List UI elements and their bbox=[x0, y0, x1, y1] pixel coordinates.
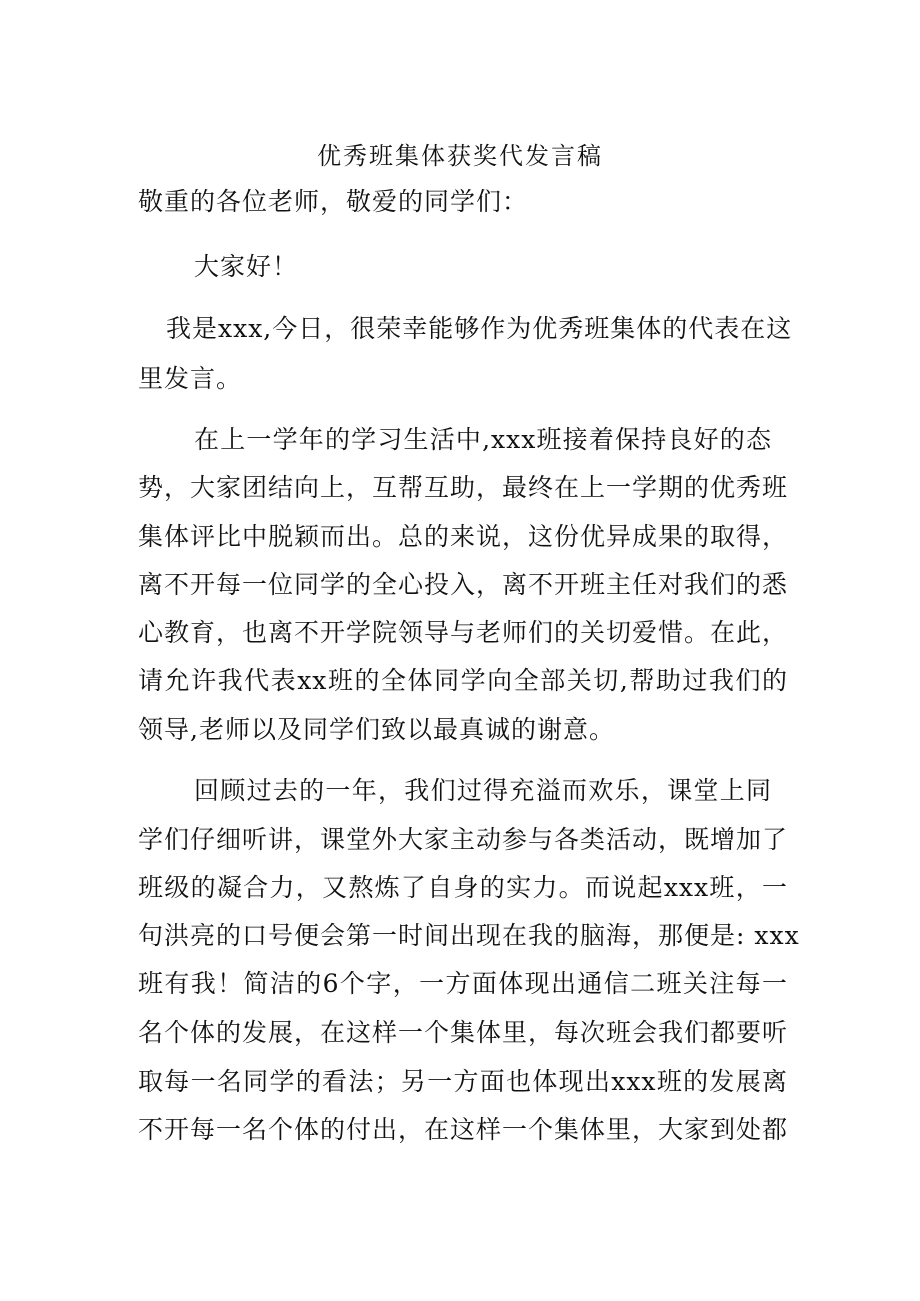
salutation-line: 敬重的各位老师，敬爱的同学们： bbox=[138, 187, 529, 216]
paragraph-2-line-7: 领导,老师以及同学们致以最真诚的谢意。 bbox=[138, 715, 615, 744]
paragraph-3-line-7: 取每一名同学的看法；另一方面也体现出xxx班的发展离 bbox=[138, 1067, 788, 1096]
paragraph-2-line-3: 集体评比中脱颖而出。总的来说，这份优异成果的取得， bbox=[138, 522, 789, 551]
paragraph-2-line-1: 在上一学年的学习生活中,xxx班接着保持良好的态 bbox=[194, 425, 772, 454]
paragraph-3-line-5: 班有我！简洁的6个字，一方面体现出通信二班关注每一 bbox=[138, 969, 788, 998]
paragraph-3-line-3: 班级的凝合力，又熬炼了自身的实力。而说起xxx班，一 bbox=[138, 873, 788, 902]
paragraph-2-line-6: 请允许我代表xx班的全体同学向全部关切,帮助过我们的 bbox=[138, 666, 788, 695]
paragraph-3-line-8: 不开每一名个体的付出，在这样一个集体里，大家到处都 bbox=[138, 1115, 789, 1144]
paragraph-2-line-5: 心教育，也离不开学院领导与老师们的关切爱惜。在此， bbox=[138, 618, 789, 647]
greeting-line: 大家好！ bbox=[194, 252, 299, 281]
paragraph-3-line-1: 回顾过去的一年，我们过得充溢而欢乐，课堂上同 bbox=[194, 776, 772, 805]
paragraph-1-line-1: 我是xxx,今日，很荣幸能够作为优秀班集体的代表在这 bbox=[166, 314, 793, 343]
paragraph-2-line-4: 离不开每一位同学的全心投入，离不开班主任对我们的悉 bbox=[138, 570, 789, 599]
paragraph-3-line-6: 名个体的发展，在这样一个集体里，每次班会我们都要听 bbox=[138, 1018, 789, 1047]
document-title: 优秀班集体获奖代发言稿 bbox=[317, 142, 603, 170]
paragraph-2-line-2: 势，大家团结向上，互帮互助，最终在上一学期的优秀班 bbox=[138, 473, 789, 502]
paragraph-3-line-2: 学们仔细听讲，课堂外大家主动参与各类活动，既增加了 bbox=[138, 825, 789, 854]
paragraph-3-line-4: 句洪亮的口号便会第一时间出现在我的脑海，那便是: xxx bbox=[138, 921, 800, 950]
paragraph-1-line-2: 里发言。 bbox=[138, 364, 243, 393]
